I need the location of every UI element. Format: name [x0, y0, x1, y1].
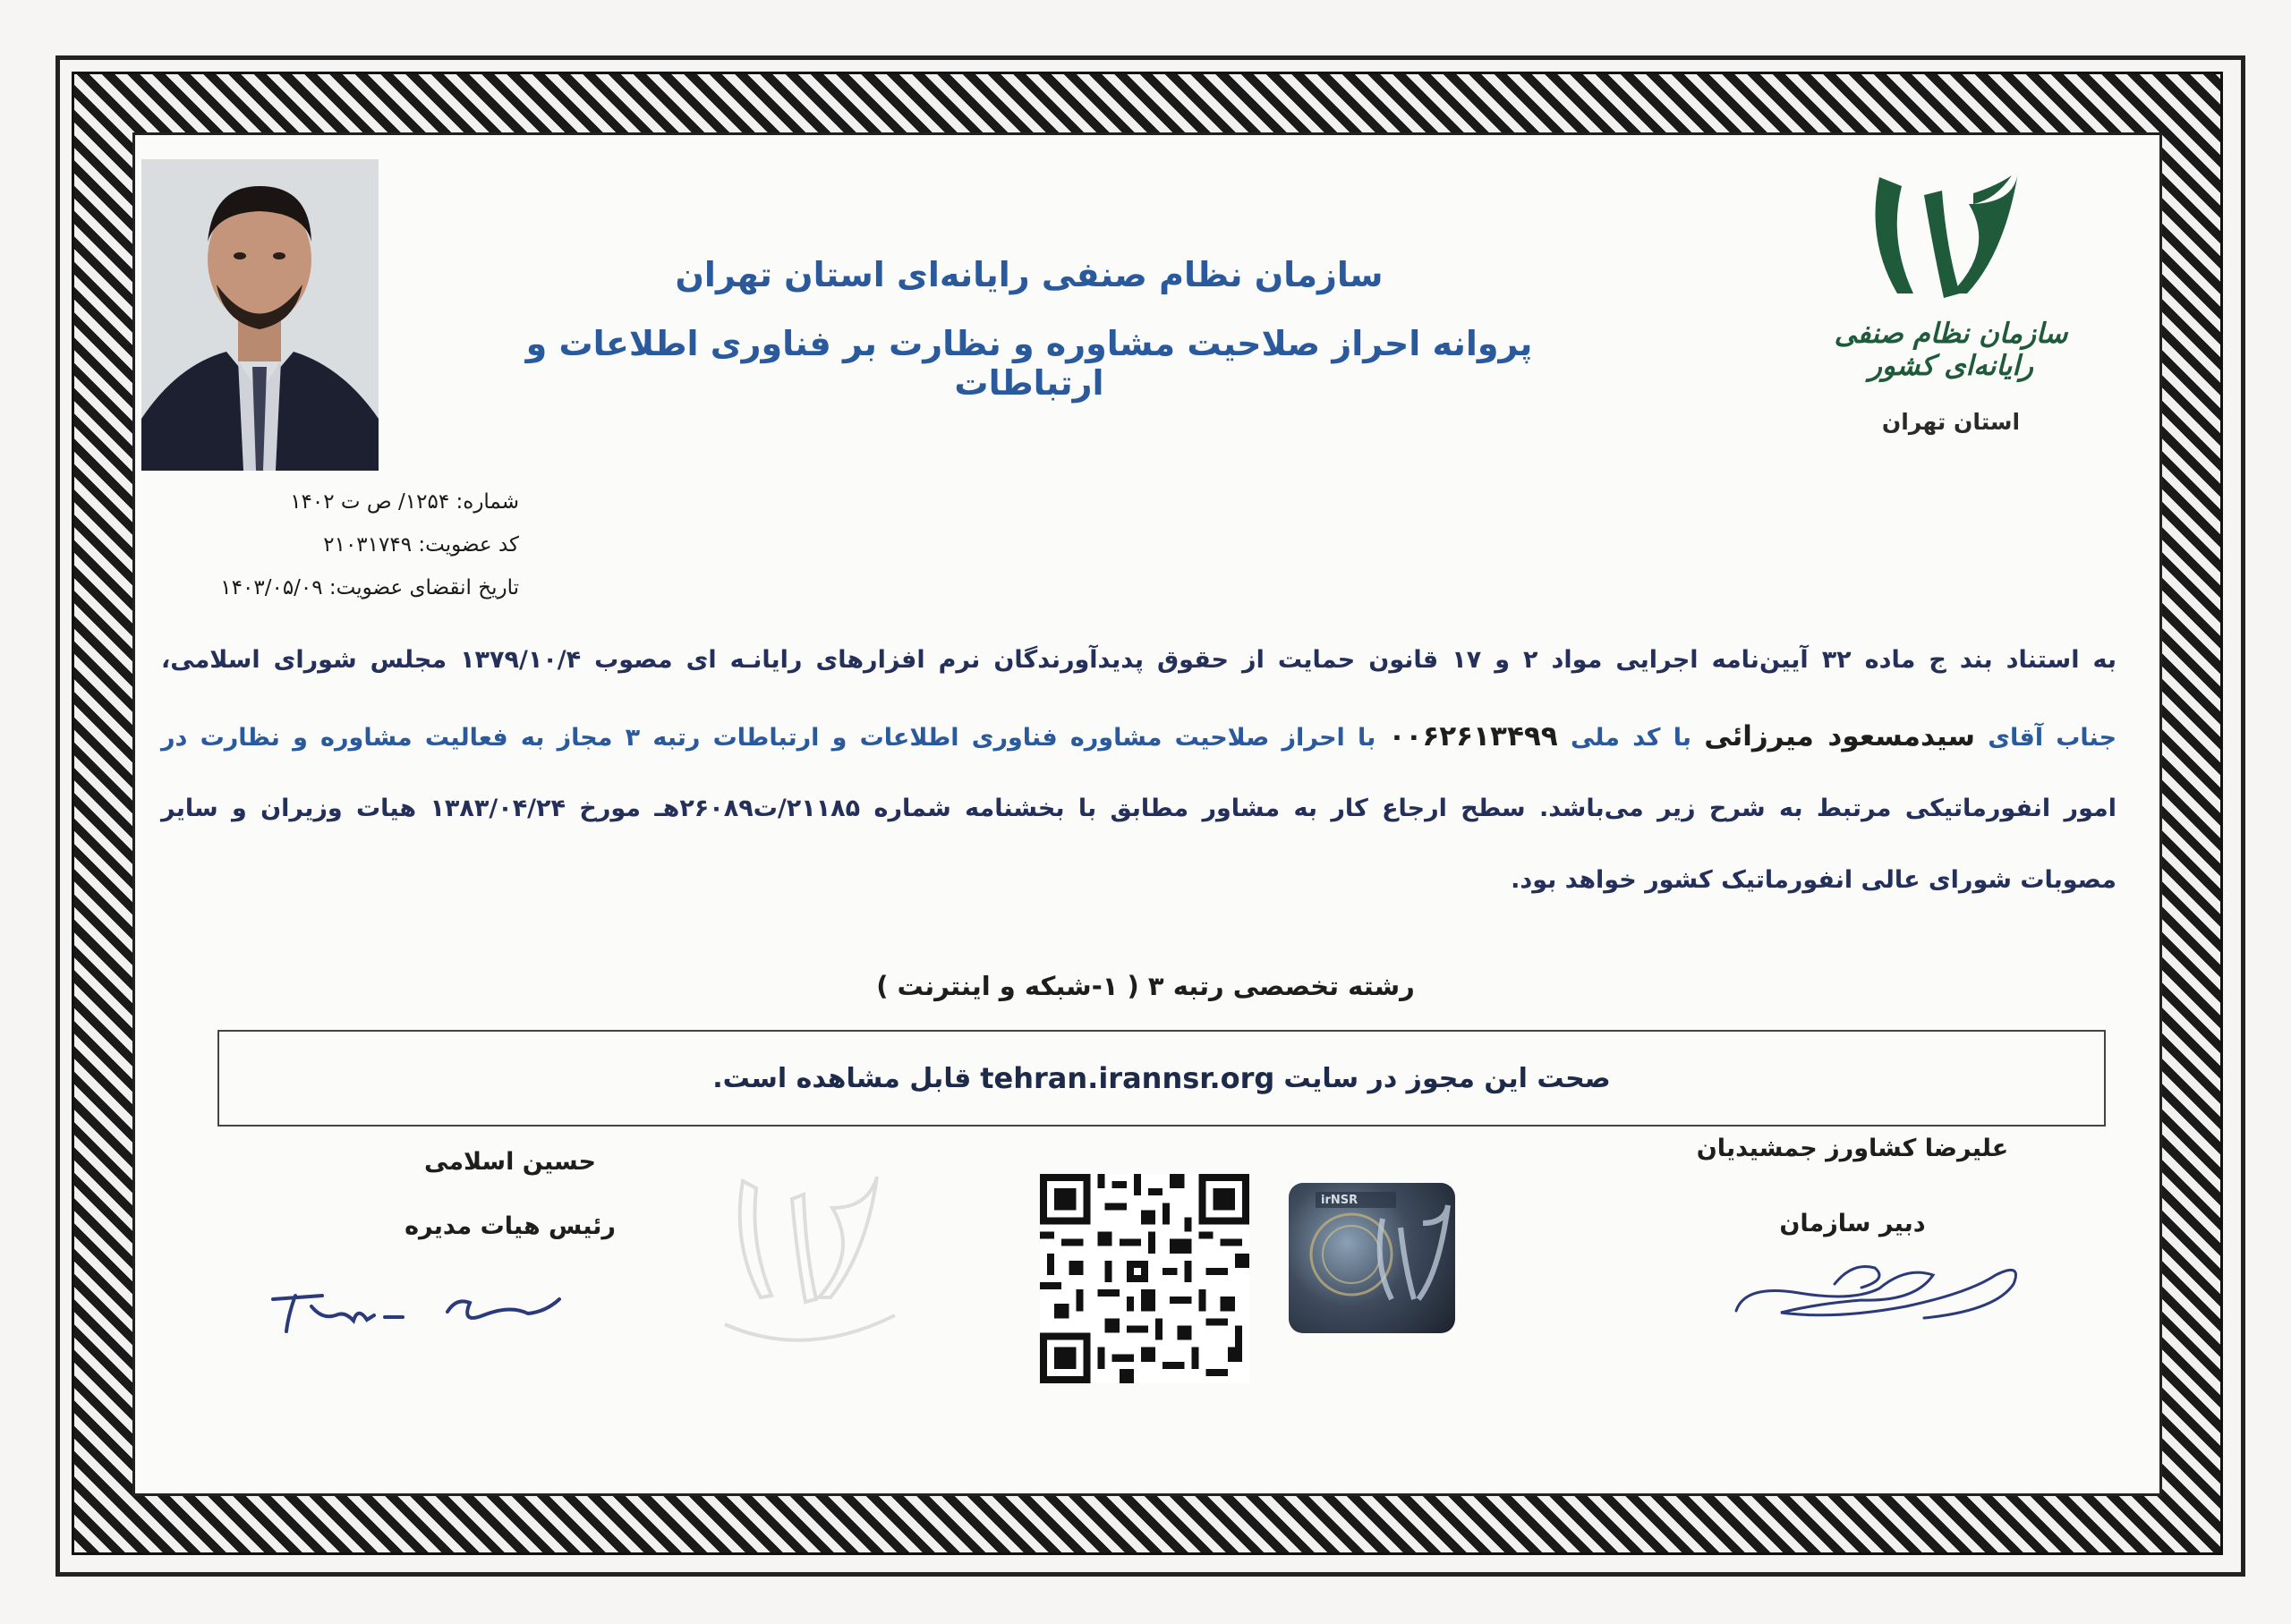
verification-prefix: صحت این مجوز در سایت	[1283, 1062, 1611, 1094]
certificate-number: شماره: ۱۲۵۴/ ص ت ۱۴۰۲	[290, 490, 519, 514]
verification-box	[217, 1030, 2106, 1127]
body-mid: با کد ملی	[1570, 724, 1691, 752]
secretary-name: علیرضا کشاورز جمشیدیان	[1696, 1135, 2009, 1162]
verification-suffix: قابل مشاهده است.	[712, 1062, 972, 1094]
hologram-label: irNSR	[1321, 1194, 1358, 1207]
secretary-signature	[1727, 1248, 2031, 1341]
holder-photo	[141, 159, 379, 471]
national-code: ۰۰۶۲۶۱۳۴۹۹	[1388, 720, 1558, 752]
chairman-role: رئیس هیات مدیره	[405, 1212, 616, 1240]
body-prefix: جناب آقای	[1988, 724, 2117, 752]
body-line-3: امور انفورماتیکی مرتبط به شرح زیر می‌باشد. سطح ارجاع کار به مشاور مطابق با بخشنامه شماره ۲۱۱۸۵/ت۲۶۰۸۹هـ مورخ ۱۳۸۳/۰۴/۲۴ هیات وزیران و سایر	[161, 795, 2116, 822]
body-line-2	[161, 720, 2116, 752]
logo-text: سازمان نظام صنفی رایانه‌ای کشور	[1834, 318, 2068, 382]
nasr-logo-icon	[1861, 168, 2031, 306]
logo-subtitle: استان تهران	[1881, 409, 2021, 435]
license-title: پروانه احراز صلاحیت مشاوره و نظارت بر فناوری اطلاعات و ارتباطات	[525, 324, 1533, 403]
verification-site-link[interactable]: tehran.irannsr.org	[980, 1061, 1275, 1095]
security-hologram	[1289, 1183, 1455, 1333]
specialty-field: رشته تخصصی رتبه ۳ ( ۱-شبکه و اینترنت )	[876, 971, 1415, 1001]
chairman-name: حسین اسلامی	[424, 1148, 596, 1176]
holder-name: سیدمسعود میرزائی	[1704, 720, 1976, 752]
member-code: کد عضویت: ۲۱۰۳۱۷۴۹	[323, 533, 519, 557]
body-line-1: به استناد بند ج ماده ۳۲ آیین‌نامه اجرایی مواد ۲ و ۱۷ قانون حمایت از حقوق پدیدآورندگان نرم افزارهای رایانـه ای مصوب ۱۳۷۹/۱۰/۴ مجلس شورای اسلامی،	[161, 646, 2116, 674]
qr-code[interactable]	[1040, 1174, 1249, 1387]
organization-title: سازمان نظام صنفی رایانه‌ای استان تهران	[675, 255, 1384, 294]
body-line-4: مصوبات شورای عالی انفورماتیک کشور خواهد بود.	[1511, 866, 2116, 894]
body-suffix: با احراز صلاحیت مشاوره فناوری اطلاعات و ارتباطات رتبه ۳ مجاز به فعالیت مشاوره و نظارت در	[161, 724, 1376, 752]
embossed-seal	[707, 1145, 913, 1382]
membership-expiry: تاریخ انقضای عضویت: ۱۴۰۳/۰۵/۰۹	[220, 576, 519, 599]
secretary-role: دبیر سازمان	[1779, 1210, 1926, 1237]
chairman-signature	[268, 1280, 573, 1346]
